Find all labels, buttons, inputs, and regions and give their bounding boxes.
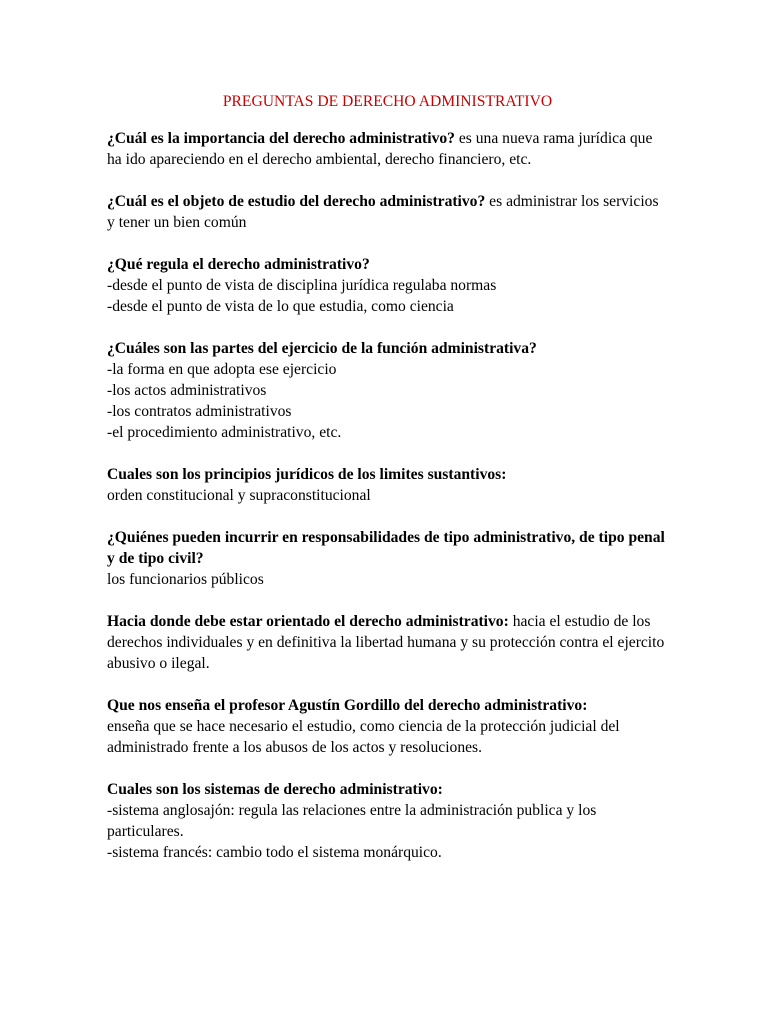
qa-item-4 [107, 338, 668, 443]
question-text: Cuales son los sistemas de derecho administrativo: [107, 781, 443, 798]
answer-line: -la forma en que adopta ese ejercicio [107, 361, 337, 378]
question-text: ¿Qué regula el derecho administrativo? [107, 256, 370, 273]
qa-item-5 [107, 464, 668, 506]
document-title: PREGUNTAS DE DERECHO ADMINISTRATIVO [222, 93, 553, 110]
qa-item-3 [107, 254, 668, 317]
answer-line: -desde el punto de vista de lo que estudia, como ciencia [107, 298, 454, 315]
answer-text: es administrar los servicios y tener un bien común [107, 193, 659, 231]
answer-line: enseña que se hace necesario el estudio, como ciencia de la protección judicial del administrado frente a los abusos de los actos y resoluciones. [107, 718, 620, 756]
answer-line: -los contratos administrativos [107, 403, 292, 420]
question-text: Cuales son los principios jurídicos de los limites sustantivos: [107, 466, 507, 483]
qa-item-8 [107, 695, 668, 758]
qa-item-6 [107, 527, 668, 590]
question-text: ¿Cuál es el objeto de estudio del derecho administrativo? [107, 193, 486, 210]
qa-item-1 [107, 128, 668, 170]
answer-line: orden constitucional y supraconstitucional [107, 487, 371, 504]
question-text: ¿Quiénes pueden incurrir en responsabilidades de tipo administrativo, de tipo penal y de tipo civil? [107, 529, 665, 567]
question-text: ¿Cuál es la importancia del derecho administrativo? [107, 130, 455, 147]
question-text: Hacia donde debe estar orientado el derecho administrativo: [107, 613, 509, 630]
answer-line: -el procedimiento administrativo, etc. [107, 424, 342, 441]
qa-item-7 [107, 611, 668, 674]
qa-item-9 [107, 779, 668, 863]
answer-text: es una nueva rama jurídica que ha ido apareciendo en el derecho ambiental, derecho financiero, etc. [107, 130, 653, 168]
qa-item-2 [107, 191, 668, 233]
answer-line: -sistema anglosajón: regula las relaciones entre la administración publica y los particulares. [107, 802, 597, 840]
answer-text: hacia el estudio de los derechos individuales y en definitiva la libertad humana y su protección contra el ejercito abusivo o ilegal. [107, 613, 665, 672]
answer-line: -los actos administrativos [107, 382, 267, 399]
question-text: ¿Cuáles son las partes del ejercicio de la función administrativa? [107, 340, 537, 357]
answer-line: -sistema francés: cambio todo el sistema monárquico. [107, 844, 442, 861]
answer-line: -desde el punto de vista de disciplina jurídica regulaba normas [107, 277, 497, 294]
answer-line: los funcionarios públicos [107, 571, 264, 588]
question-text: Que nos enseña el profesor Agustín Gordillo del derecho administrativo: [107, 697, 588, 714]
